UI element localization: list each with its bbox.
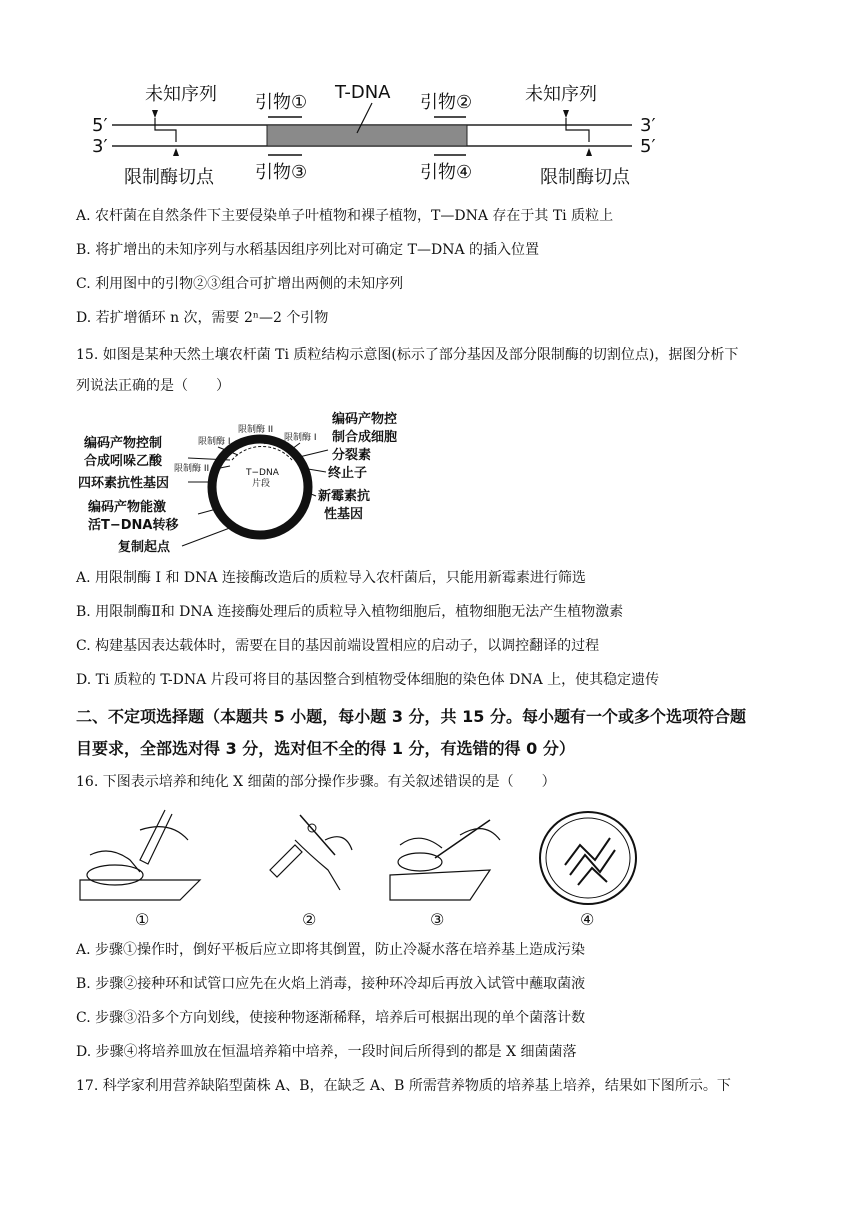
- step4-label: ④: [580, 910, 595, 929]
- cut-site-bottom-left-arrow: [173, 148, 179, 156]
- tdna-seg-line2: 片段: [252, 479, 271, 489]
- primer3-label: 引物③: [255, 162, 308, 183]
- tdna-label: T-DNA: [335, 82, 391, 103]
- cut-site-top-right-arrow: [563, 110, 569, 118]
- q15-stem-line1: 15. 如图是某种天然土壤农杆菌 Ti 质粒结构示意图(标示了部分基因及部分限制酶的切割位点)，据图分析下: [76, 347, 739, 363]
- q16-option-d: D. 步骤④将培养皿放在恒温培养箱中培养，一段时间后所得到的都是 X 细菌菌落: [76, 1044, 577, 1060]
- cut-site-right-stagger: [566, 118, 589, 142]
- unknown-seq-right-label: 未知序列: [525, 84, 597, 105]
- step2-label: ②: [302, 910, 317, 929]
- strand-top-right-label: 3′: [640, 115, 656, 136]
- step3-label: ③: [430, 910, 445, 929]
- section2-heading-line1: 二、不定项选择题（本题共 5 小题，每小题 3 分，共 15 分。每小题有一个或多个选项符合题: [76, 707, 746, 726]
- q14-option-b: B. 将扩增出的未知序列与水稻基因组序列比对可确定 T—DNA 的插入位置: [76, 242, 540, 258]
- auxin-gene-line1: 编码产物控制: [84, 436, 163, 451]
- enzyme2-left-label: 限制酶 II: [174, 464, 210, 474]
- ori-label: 复制起点: [118, 540, 171, 555]
- enzyme2-top-label: 限制酶 II: [238, 425, 274, 435]
- tet-gene-label: 四环素抗性基因: [78, 476, 170, 491]
- tdna-segment: [267, 125, 467, 146]
- cut-site-top-left-arrow: [152, 110, 158, 118]
- unknown-seq-left-label: 未知序列: [145, 84, 217, 105]
- q15-option-a: A. 用限制酶 I 和 DNA 连接酶改造后的质粒导入农杆菌后，只能用新霉素进行筛选: [76, 570, 586, 586]
- cytokinin-gene-line1: 编码产物控: [332, 412, 398, 427]
- culture-steps-figure: [70, 800, 770, 935]
- primer2-label: 引物②: [420, 92, 473, 113]
- enzyme1-left-label: 限制酶 I: [198, 437, 231, 447]
- q16-stem: 16. 下图表示培养和纯化 X 细菌的部分操作步骤。有关叙述错误的是（ ）: [76, 774, 556, 790]
- kan-gene-line2: 性基因: [324, 507, 364, 522]
- tdna-insertion-figure: [0, 0, 860, 200]
- strand-top-left-label: 5′: [92, 115, 108, 136]
- q16-option-c: C. 步骤③沿多个方向划线，使接种物逐渐稀释，培养后可根据出现的单个菌落计数: [76, 1010, 586, 1026]
- strand-bottom-left-label: 3′: [92, 136, 108, 157]
- q15-option-d: D. Ti 质粒的 T-DNA 片段可将目的基因整合到植物受体细胞的染色体 DNA 上，使其稳定遗传: [76, 672, 660, 688]
- cut-site-bottom-right-arrow: [586, 148, 592, 156]
- section2-heading-line2: 目要求，全部选对得 3 分，选对但不全的得 1 分，有选错的得 0 分）: [76, 739, 575, 758]
- ti-plasmid-figure: [70, 400, 490, 560]
- pointer-ori: [182, 526, 235, 546]
- q15-option-b: B. 用限制酶Ⅱ和 DNA 连接酶处理后的质粒导入植物细胞后，植物细胞无法产生植物激素: [76, 604, 624, 620]
- vir-gene-line1: 编码产物能激: [88, 500, 167, 515]
- primer1-label: 引物①: [255, 92, 308, 113]
- cut-site-left-stagger: [155, 118, 176, 142]
- step1-pouring-plate: [80, 810, 200, 900]
- tdna-seg-line1: T−DNA: [246, 468, 279, 478]
- site-left-label: 限制酶切点: [124, 167, 214, 188]
- step3-streaking: [390, 820, 500, 900]
- q16-option-a: A. 步骤①操作时，倒好平板后应立即将其倒置，防止冷凝水落在培养基上造成污染: [76, 942, 586, 958]
- q14-option-d: D. 若扩增循环 n 次，需要 2ⁿ—2 个引物: [76, 310, 329, 326]
- q14-option-c: C. 利用图中的引物②③组合可扩增出两侧的未知序列: [76, 276, 404, 292]
- cytokinin-gene-line2: 制合成细胞: [332, 430, 398, 445]
- q16-option-b: B. 步骤②接种环和试管口应先在火焰上消毒，接种环冷却后再放入试管中蘸取菌液: [76, 976, 586, 992]
- cytokinin-gene-line3: 分裂素: [332, 448, 372, 463]
- primer4-label: 引物④: [420, 162, 473, 183]
- auxin-gene-line2: 合成吲哚乙酸: [84, 454, 163, 469]
- step2-loop-sterilize: [270, 815, 352, 890]
- q15-stem-line2: 列说法正确的是（ ）: [76, 378, 230, 394]
- enzyme1-right-label: 限制酶 I: [284, 433, 317, 443]
- terminator-label: 终止子: [328, 466, 368, 481]
- step1-label: ①: [135, 910, 150, 929]
- q17-stem: 17. 科学家利用营养缺陷型菌株 A、B，在缺乏 A、B 所需营养物质的培养基上培养，结果如下图所示。下: [76, 1078, 731, 1094]
- kan-gene-line1: 新霉素抗: [318, 489, 371, 504]
- vir-gene-line2: 活T−DNA转移: [88, 518, 179, 533]
- q15-option-c: C. 构建基因表达载体时，需要在目的基因前端设置相应的启动子，以调控翻译的过程: [76, 638, 600, 654]
- q14-option-a: A. 农杆菌在自然条件下主要侵染单子叶植物和裸子植物，T—DNA 存在于其 Ti 质粒上: [76, 208, 614, 224]
- step4-streaked-plate: [540, 812, 636, 904]
- strand-bottom-right-label: 5′: [640, 136, 656, 157]
- site-right-label: 限制酶切点: [540, 167, 630, 188]
